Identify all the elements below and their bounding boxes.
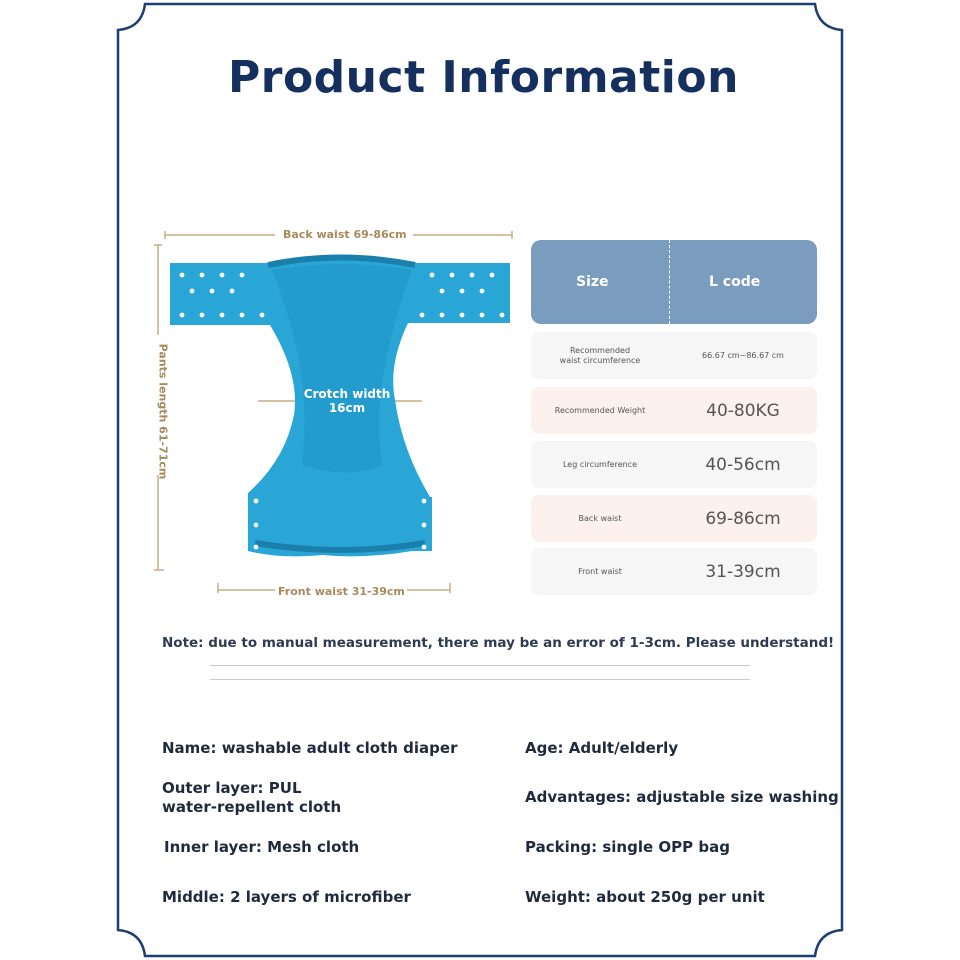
row-label: Recommended waist circumference: [559, 345, 641, 365]
spec-middle: Middle: 2 layers of microfiber: [162, 888, 411, 906]
spec-weight: Weight: about 250g per unit: [525, 888, 765, 906]
row-value: 69-86cm: [705, 508, 781, 529]
spec-inner-layer: Inner layer: Mesh cloth: [164, 838, 360, 856]
divider-line: [210, 665, 750, 666]
spec-outer-line1: Outer layer: PUL: [162, 779, 302, 797]
row-label: Back waist: [578, 513, 622, 523]
row-value: 31-39cm: [705, 561, 781, 582]
crotch-width-value: 16cm: [328, 401, 366, 415]
row-value: 40-56cm: [705, 454, 781, 475]
code-header: L code: [709, 274, 761, 290]
size-row-weight: [531, 387, 817, 434]
size-row-waist-circumference: [531, 332, 817, 379]
back-waist-label: Back waist 69-86cm: [283, 228, 407, 241]
diaper-illustration: [150, 225, 530, 610]
crotch-width-title: Crotch width: [303, 387, 391, 401]
spec-packing: Packing: single OPP bag: [525, 838, 730, 856]
divider-line: [210, 679, 750, 680]
size-row-front-waist: [531, 548, 817, 595]
pants-length-label: Pants length 61-71cm: [156, 343, 170, 480]
spec-name: Name: washable adult cloth diaper: [162, 739, 458, 757]
measurement-note: Note: due to manual measurement, there may be an error of 1-3cm. Please understand!: [162, 635, 835, 651]
size-table-header: [531, 240, 817, 324]
size-row-back-waist: [531, 495, 817, 542]
crotch-width-label: [302, 387, 392, 415]
page-title: Product Information: [228, 52, 739, 103]
row-label: Front waist: [578, 566, 622, 576]
row-value: 40-80KG: [706, 400, 780, 421]
spec-advantages: Advantages: adjustable size washing: [525, 788, 839, 806]
row-label: Recommended Weight: [554, 405, 646, 415]
row-value: 66.67 cm~86.67 cm: [702, 351, 784, 360]
front-waist-label: Front waist 31-39cm: [278, 585, 405, 598]
size-header: Size: [576, 274, 609, 290]
row-label: Leg circumference: [562, 459, 638, 469]
spec-age: Age: Adult/elderly: [525, 739, 679, 757]
size-row-leg-circumference: [531, 441, 817, 488]
spec-outer-line2: water-repellent cloth: [162, 798, 342, 816]
spec-outer-layer: [162, 779, 341, 817]
